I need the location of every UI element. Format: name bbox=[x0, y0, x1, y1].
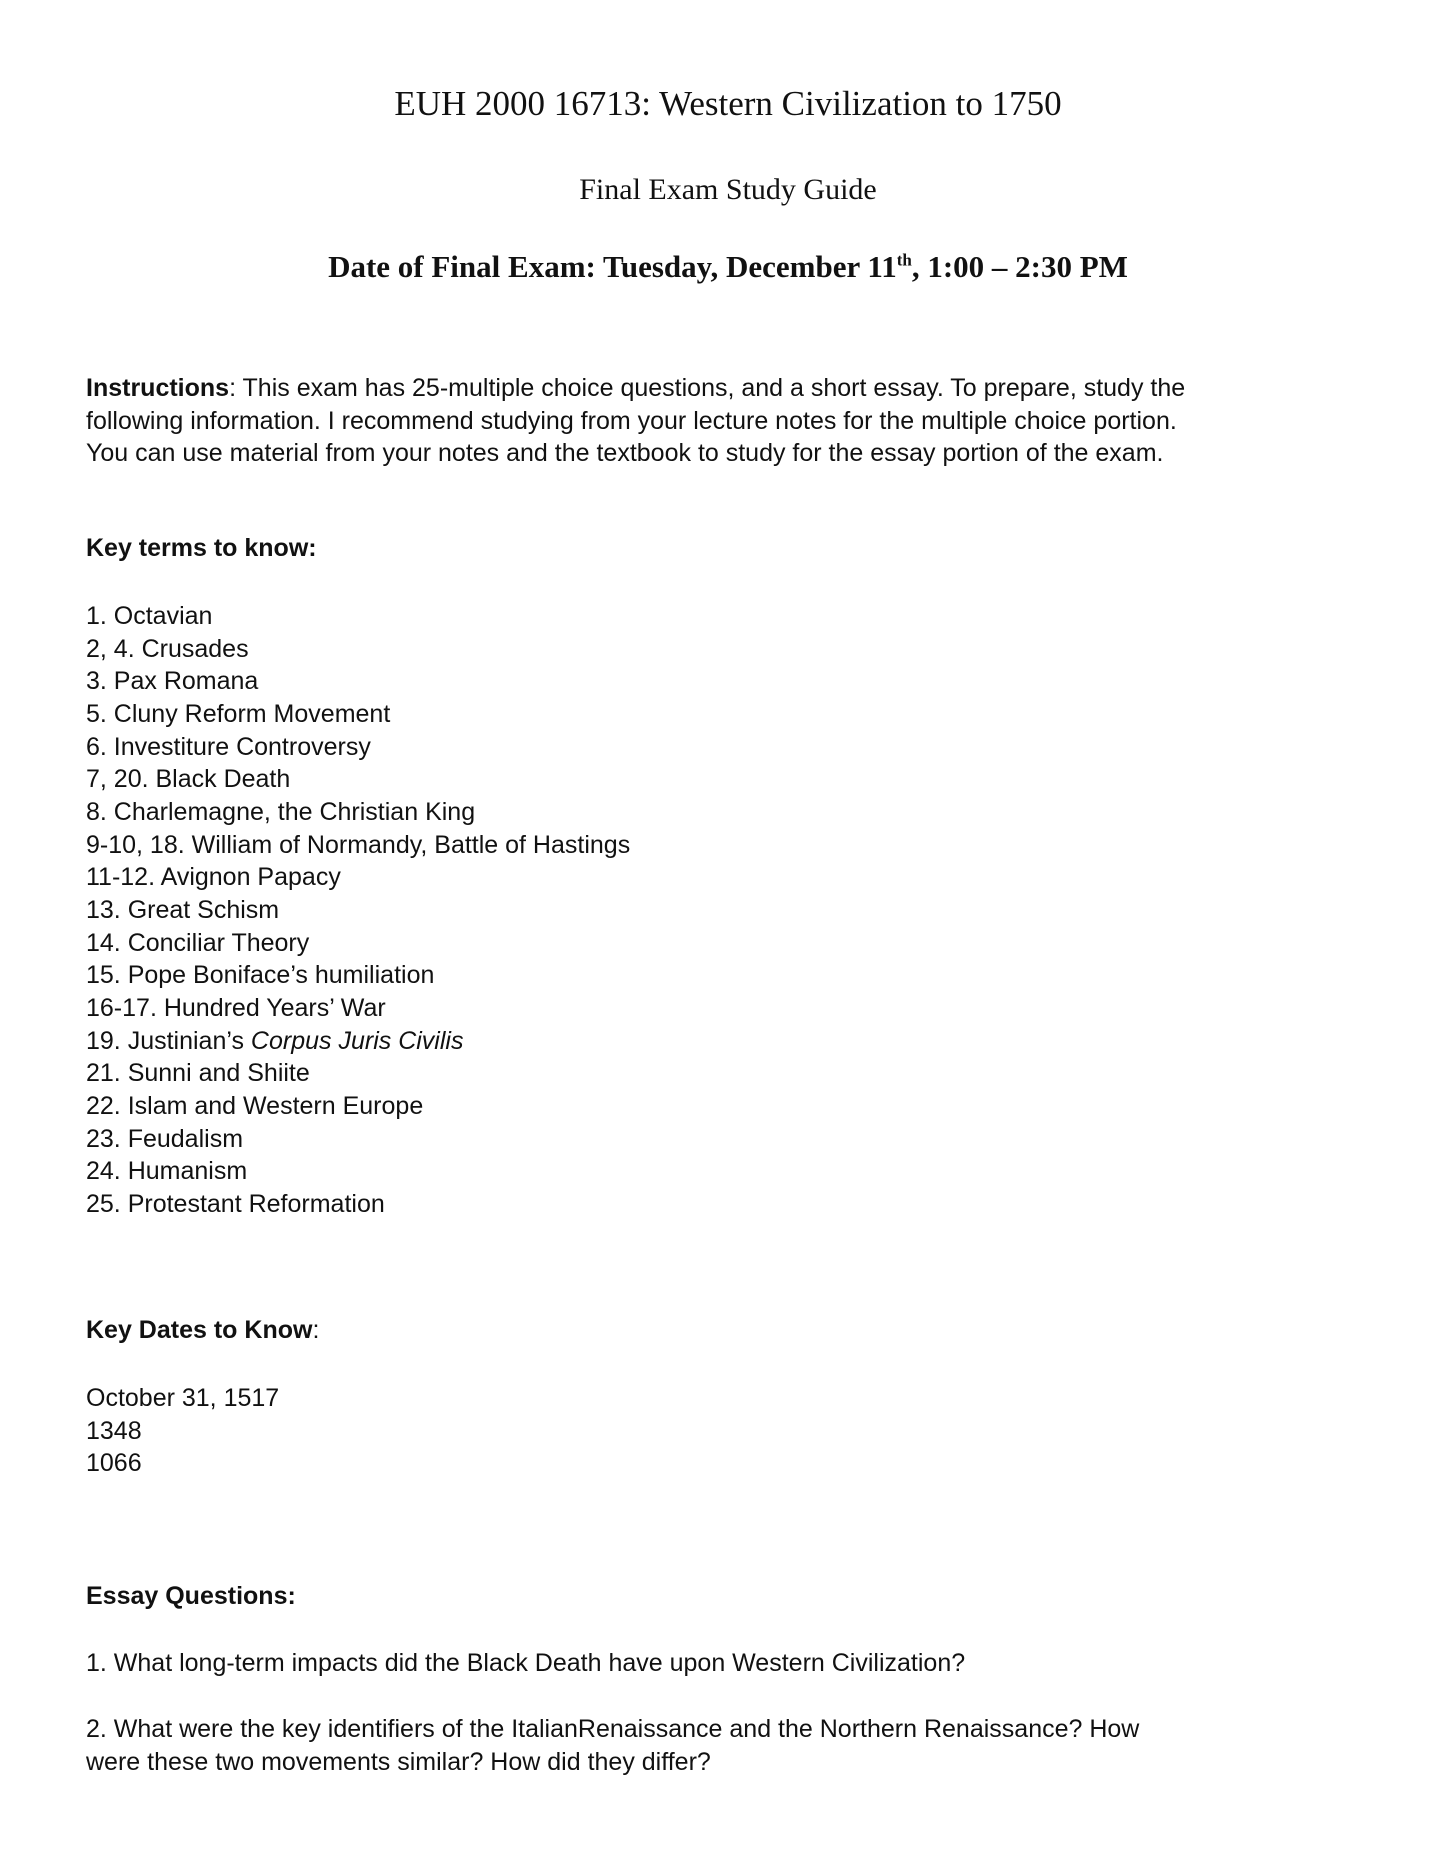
list-item: 2, 4. Crusades bbox=[86, 634, 249, 663]
exam-date-prefix: Date of Final Exam: Tuesday, December 11 bbox=[328, 249, 897, 284]
essay-question-1-text: 1. What long-term impacts did the Black Death have upon Western Civilization? bbox=[86, 1649, 966, 1677]
key-terms-list bbox=[86, 600, 630, 1220]
essay-question-1 bbox=[86, 1647, 1386, 1680]
list-item: 7, 20. Black Death bbox=[86, 765, 291, 794]
list-item: 11-12. Avignon Papacy bbox=[86, 863, 341, 892]
essay-question-2-line-2: were these two movements similar? How did they differ? bbox=[86, 1747, 711, 1776]
instructions-line-3: You can use material from your notes and the textbook to study for the essay portion of the exam. bbox=[86, 439, 1164, 467]
list-item: October 31, 1517 bbox=[86, 1384, 280, 1412]
essay-question-2 bbox=[86, 1713, 1386, 1778]
list-item: 1066 bbox=[86, 1449, 142, 1478]
key-dates-heading bbox=[86, 1314, 319, 1346]
course-title: EUH 2000 16713: Western Civilization to 1750 bbox=[394, 84, 1062, 123]
list-item: 9-10, 18. William of Normandy, Battle of Hastings bbox=[86, 830, 631, 859]
list-item-italic-text: Corpus Juris Civilis bbox=[250, 1026, 464, 1055]
list-item: 13. Great Schism bbox=[86, 895, 280, 924]
guide-subtitle: Final Exam Study Guide bbox=[579, 173, 877, 206]
list-item: 1348 bbox=[86, 1416, 142, 1445]
key-terms-heading: Key terms to know: bbox=[86, 534, 317, 562]
list-item-text: 19. Justinian’s bbox=[86, 1026, 251, 1055]
instructions-paragraph bbox=[86, 372, 1386, 470]
key-dates-heading-text: Key Dates to Know bbox=[86, 1316, 313, 1344]
list-item bbox=[86, 1025, 630, 1058]
exam-date-ordinal: th bbox=[896, 250, 912, 270]
list-item: 15. Pope Boniface’s humiliation bbox=[86, 961, 435, 990]
list-item: 16-17. Hundred Years’ War bbox=[86, 993, 386, 1022]
instructions-line-2: following information. I recommend studying from your lecture notes for the multiple choice portion. bbox=[86, 406, 1177, 435]
instructions-line-1: : This exam has 25-multiple choice questions, and a short essay. To prepare, study the bbox=[229, 374, 1186, 402]
list-item: 3. Pax Romana bbox=[86, 667, 259, 696]
list-item: 25. Protestant Reformation bbox=[86, 1189, 385, 1218]
list-item: 5. Cluny Reform Movement bbox=[86, 699, 391, 728]
exam-date-suffix: , 1:00 – 2:30 PM bbox=[911, 249, 1128, 284]
list-item: 1. Octavian bbox=[86, 602, 213, 630]
essay-questions-heading: Essay Questions: bbox=[86, 1582, 296, 1610]
key-dates-heading-colon: : bbox=[312, 1316, 320, 1344]
list-item: 24. Humanism bbox=[86, 1157, 248, 1186]
list-item: 23. Feudalism bbox=[86, 1124, 244, 1153]
essay-question-2-line-1: 2. What were the key identifiers of the ItalianRenaissance and the Northern Renaissance? How bbox=[86, 1715, 1140, 1743]
key-dates-list bbox=[86, 1382, 279, 1480]
list-item: 6. Investiture Controversy bbox=[86, 732, 371, 761]
list-item: 21. Sunni and Shiite bbox=[86, 1059, 310, 1088]
exam-date bbox=[0, 248, 1456, 286]
instructions-label: Instructions bbox=[86, 374, 230, 402]
list-item: 14. Conciliar Theory bbox=[86, 928, 310, 957]
list-item: 22. Islam and Western Europe bbox=[86, 1091, 424, 1120]
list-item: 8. Charlemagne, the Christian King bbox=[86, 797, 476, 826]
